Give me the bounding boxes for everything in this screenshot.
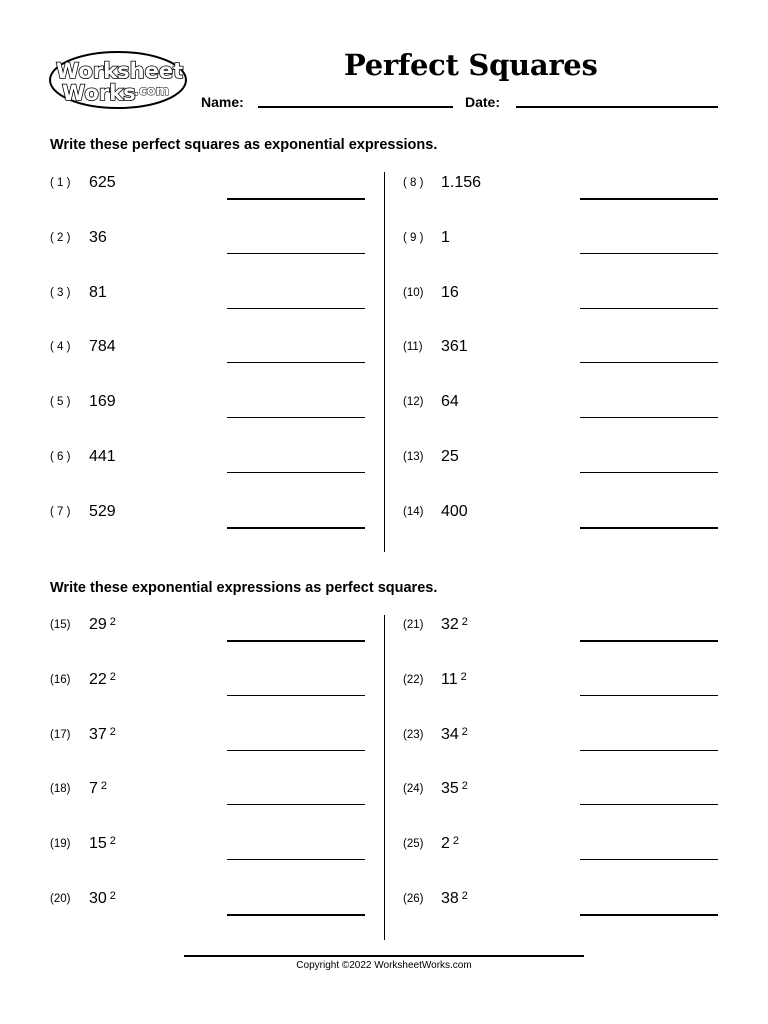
answer-line[interactable] (580, 640, 718, 642)
problem-base: 2 (441, 835, 450, 853)
problem-number: (11) (403, 341, 423, 354)
problem-number: (22) (403, 673, 424, 686)
problem-exponent: 2 (109, 725, 116, 738)
copyright-text: Copyright ©2022 WorksheetWorks.com (296, 960, 472, 971)
problem-base: 22 (89, 670, 107, 688)
logo-text-suffix: .com (134, 84, 170, 99)
problem-exponent: 2 (100, 780, 108, 793)
problem-value (441, 616, 468, 634)
problem-exponent: 2 (452, 835, 460, 848)
problem-number: (19) (50, 838, 71, 851)
answer-line[interactable] (580, 417, 718, 418)
problem-number: (21) (403, 619, 424, 631)
problem-value: 81 (89, 283, 107, 301)
problem-value: 441 (89, 448, 116, 465)
problem-base: 38 (441, 890, 459, 907)
problem-exponent: 2 (461, 890, 468, 902)
problem-number: ( 6 ) (50, 451, 71, 463)
answer-line[interactable] (580, 859, 718, 860)
problem-number: (26) (403, 893, 424, 905)
problem-value (89, 780, 107, 798)
problem-value: 36 (89, 228, 107, 246)
page-title: Perfect Squares (344, 48, 598, 82)
problem-exponent: 2 (109, 890, 116, 902)
answer-line[interactable] (580, 308, 718, 309)
answer-line[interactable] (580, 914, 718, 916)
problem-base: 34 (441, 725, 459, 743)
name-label: Name: (201, 94, 244, 110)
section2-instruction: Write these exponential expressions as perfect squares. (50, 580, 438, 596)
problem-number: (17) (50, 728, 71, 741)
problem-value: 1 (441, 228, 450, 246)
problem-exponent: 2 (109, 670, 116, 683)
section1-instruction: Write these perfect squares as exponential expressions. (50, 137, 438, 153)
answer-line[interactable] (580, 750, 718, 751)
date-label: Date: (465, 94, 501, 110)
answer-line[interactable] (580, 695, 718, 696)
problem-number: (18) (50, 783, 71, 796)
problem-exponent: 2 (460, 670, 467, 683)
problem-number: ( 7 ) (50, 505, 71, 518)
answer-line[interactable] (227, 198, 365, 200)
problem-number: ( 5 ) (50, 396, 71, 409)
problem-number: (14) (403, 505, 424, 518)
problem-exponent: 2 (109, 835, 116, 848)
answer-line[interactable] (227, 750, 365, 751)
problem-number: ( 1 ) (50, 177, 71, 189)
answer-line[interactable] (580, 472, 718, 473)
answer-line[interactable] (227, 417, 365, 418)
problem-value (89, 616, 116, 634)
problem-value (441, 780, 468, 798)
answer-line[interactable] (227, 859, 365, 860)
problem-value: 25 (441, 448, 459, 465)
answer-line[interactable] (227, 362, 365, 363)
problem-value (89, 671, 116, 689)
problem-value (89, 890, 116, 908)
answer-line[interactable] (227, 640, 365, 642)
logo-text-bottom: Works (62, 81, 136, 105)
problem-number: ( 3 ) (50, 286, 71, 299)
problem-value (441, 726, 468, 744)
problem-value (441, 890, 468, 908)
problem-number: (20) (50, 893, 71, 905)
problem-number: (15) (50, 619, 71, 631)
problem-number: (10) (403, 286, 424, 299)
problem-value: 169 (89, 393, 116, 411)
problem-number: ( 2 ) (50, 231, 71, 244)
problem-value: 1.156 (441, 174, 482, 191)
problem-value: 16 (441, 283, 459, 301)
answer-line[interactable] (580, 527, 718, 529)
answer-line[interactable] (227, 695, 365, 696)
problem-base: 29 (89, 616, 107, 633)
problem-exponent: 2 (461, 780, 468, 793)
name-field[interactable] (258, 106, 453, 108)
problem-exponent: 2 (461, 616, 468, 628)
answer-line[interactable] (227, 527, 365, 529)
problem-number: ( 4 ) (50, 341, 71, 354)
problem-base: 37 (89, 725, 107, 743)
problem-value: 64 (441, 393, 459, 411)
problem-number: ( 8 ) (403, 177, 424, 189)
problem-base: 7 (89, 780, 98, 798)
problem-number: (23) (403, 728, 424, 741)
answer-line[interactable] (580, 253, 718, 254)
problem-exponent: 2 (109, 616, 116, 628)
answer-line[interactable] (580, 198, 718, 200)
answer-line[interactable] (227, 914, 365, 916)
problem-number: ( 9 ) (403, 231, 424, 244)
problem-value: 361 (441, 338, 468, 356)
column-divider (384, 615, 385, 940)
problem-value: 400 (441, 502, 468, 520)
answer-line[interactable] (227, 472, 365, 473)
problem-value: 529 (89, 502, 116, 520)
logo-text-top: Worksheet (56, 59, 184, 83)
problem-exponent: 2 (461, 725, 468, 738)
answer-line[interactable] (580, 362, 718, 363)
problem-value: 625 (89, 174, 116, 191)
date-field[interactable] (516, 106, 718, 108)
problem-number: (16) (50, 673, 71, 686)
problem-number: (24) (403, 783, 424, 796)
column-divider (384, 172, 385, 552)
problem-value (441, 671, 467, 689)
problem-base: 35 (441, 780, 459, 798)
answer-line[interactable] (580, 804, 718, 805)
problem-base: 15 (89, 835, 107, 853)
problem-value: 784 (89, 338, 116, 356)
problem-base: 11 (441, 670, 458, 688)
answer-line[interactable] (227, 804, 365, 805)
problem-value (89, 726, 116, 744)
answer-line[interactable] (227, 253, 365, 254)
problem-base: 30 (89, 890, 107, 907)
problem-number: (13) (403, 451, 424, 463)
worksheetworks-logo (48, 50, 190, 112)
footer-divider (184, 955, 584, 957)
problem-number: (25) (403, 838, 424, 851)
problem-base: 32 (441, 616, 459, 633)
problem-value (89, 835, 116, 853)
problem-number: (12) (403, 396, 424, 409)
problem-value (441, 835, 459, 853)
answer-line[interactable] (227, 308, 365, 309)
